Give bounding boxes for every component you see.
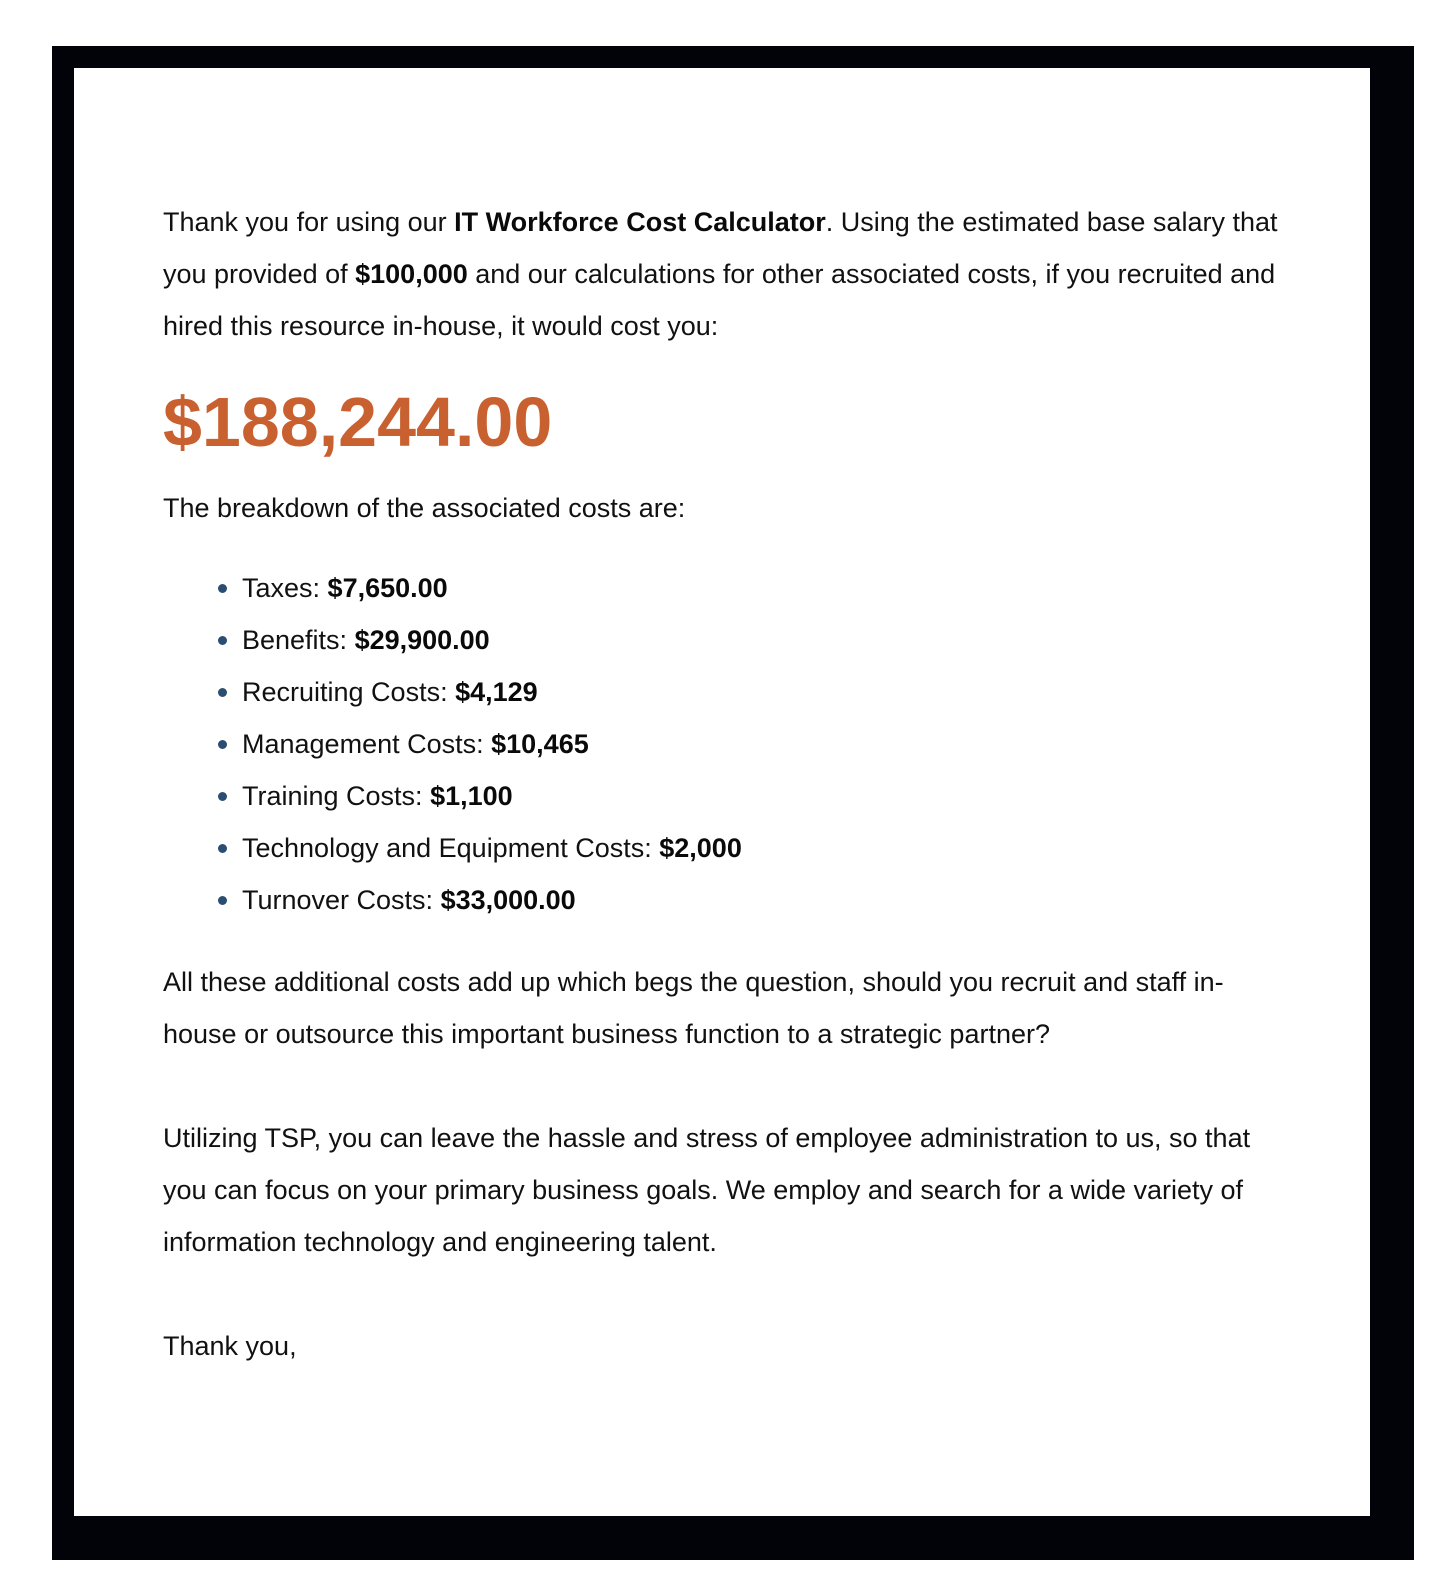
- bullet-icon: [218, 636, 227, 645]
- pitch-paragraph: Utilizing TSP, you can leave the hassle and stress of employee administration to us, so that you can focus on your primary business goals. We employ and search for a wide variety of information technology and engineering talent.: [163, 1123, 1251, 1257]
- bullet-icon: [218, 896, 227, 905]
- bullet-icon: [218, 740, 227, 749]
- cost-breakdown-list: [163, 562, 1283, 926]
- breakdown-intro: The breakdown of the associated costs are:: [163, 493, 686, 523]
- bullet-icon: [218, 688, 227, 697]
- cost-item-management: [242, 718, 1283, 770]
- intro-text-2: . Using the estimated base salary that you provided of: [163, 207, 1278, 289]
- intro-text-3: and our calculations for other associated costs, if you recruited and hired this resource in-house, it would cost you:: [163, 259, 1276, 341]
- question-paragraph: All these additional costs add up which begs the question, should you recruit and staff in-house or outsource this important business function to a strategic partner?: [163, 967, 1224, 1049]
- cost-label: Turnover Costs:: [242, 885, 441, 915]
- cost-item-benefits: [242, 614, 1283, 666]
- signoff: Thank you,: [163, 1331, 297, 1361]
- bullet-icon: [218, 792, 227, 801]
- calculator-name: IT Workforce Cost Calculator: [454, 207, 826, 237]
- cost-label: Training Costs:: [242, 781, 431, 811]
- cost-label: Recruiting Costs:: [242, 677, 456, 707]
- cost-value: $7,650.00: [327, 573, 448, 603]
- cost-value: $1,100: [430, 781, 513, 811]
- intro-paragraph: [163, 196, 1283, 352]
- cost-item-recruiting: [242, 666, 1283, 718]
- cost-value: $4,129: [455, 677, 538, 707]
- cost-label: Management Costs:: [242, 729, 492, 759]
- total-cost: $188,244.00: [163, 383, 553, 461]
- cost-item-taxes: [242, 562, 1283, 614]
- cost-item-technology: [242, 822, 1283, 874]
- cost-value: $2,000: [659, 833, 742, 863]
- cost-label: Technology and Equipment Costs:: [242, 833, 660, 863]
- cost-label: Benefits:: [242, 625, 355, 655]
- cost-label: Taxes:: [242, 573, 328, 603]
- intro-text-1: Thank you for using our: [163, 207, 455, 237]
- bullet-icon: [218, 584, 227, 593]
- cost-value: $29,900.00: [354, 625, 490, 655]
- cost-item-turnover: [242, 874, 1283, 926]
- document-sheet: [74, 68, 1370, 1516]
- cost-item-training: [242, 770, 1283, 822]
- cost-value: $33,000.00: [440, 885, 576, 915]
- cost-value: $10,465: [491, 729, 589, 759]
- email-body: [163, 196, 1283, 1372]
- bullet-icon: [218, 844, 227, 853]
- base-salary: $100,000: [355, 259, 468, 289]
